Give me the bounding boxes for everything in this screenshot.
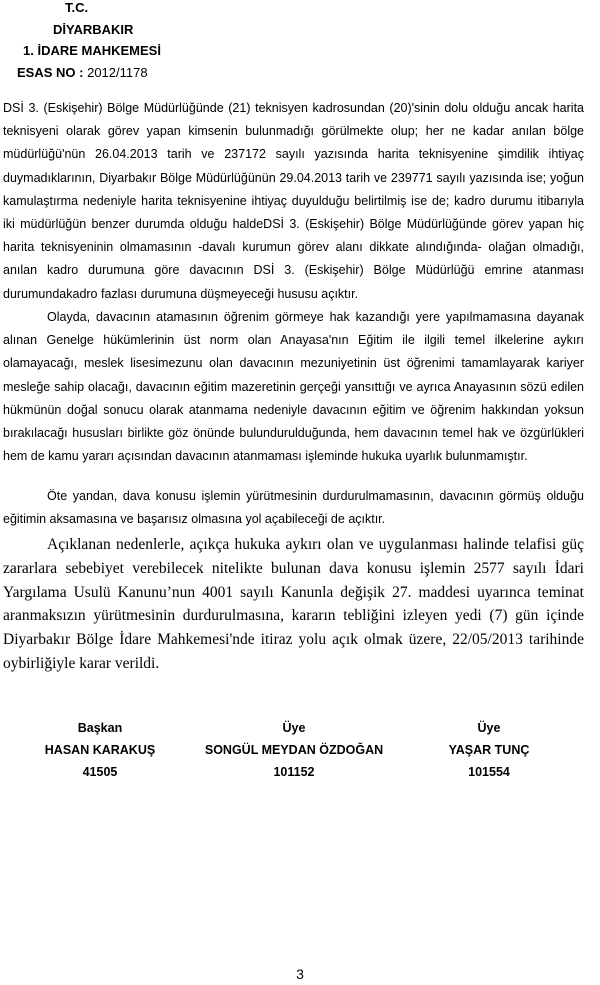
signature-number: 41505 xyxy=(82,765,118,779)
page-number: 3 xyxy=(296,966,304,982)
signature-name: YAŞAR TUNÇ xyxy=(448,743,530,757)
signature-block-member-2 xyxy=(434,717,544,783)
header-tc: T.C. xyxy=(65,0,89,15)
header-case-number xyxy=(17,65,148,80)
signature-name: SONGÜL MEYDAN ÖZDOĞAN xyxy=(204,743,384,757)
paragraph-3: Öte yandan, dava konusu işlemin yürütmesinin durdurulmamasının, davacının görmüş olduğu eğitimin aksamasına ve başarısız olmasına yol açabileceği de açıktır. xyxy=(3,489,584,527)
signature-role: Üye xyxy=(282,721,306,735)
header-court: 1. İDARE MAHKEMESİ xyxy=(23,43,161,58)
signature-role: Başkan xyxy=(77,721,123,735)
signature-number: 101554 xyxy=(468,765,510,779)
case-number-value: 2012/1178 xyxy=(87,65,148,80)
signature-block-president xyxy=(40,717,160,783)
signature-name: HASAN KARAKUŞ xyxy=(44,743,156,757)
signature-block-member-1 xyxy=(194,717,394,783)
signature-number: 101152 xyxy=(273,765,315,779)
paragraph-1: DSİ 3. (Eskişehir) Bölge Müdürlüğünde (21) teknisyen kadrosundan (20)'sinin dolu olduğu ancak harita teknisyeni olarak görev yapan kimsenin bulunmadığı görülmekte olup; her ne kadar anılan bölge müdürlüğü'nün 26.04.2013 tarih ve 237172 sayılı yazısında harita teknisyenine şimdilik ihtiyaç duymadıklarının, Diyarbakır Bölge Müdürlüğünün 29.04.2013 tarih ve 239771 sayılı yazısında ise; yoğun kamulaştırma nedeniyle harita teknisyenine ihtiyaç duyulduğu belirtilmiş ise de; kadro durumu itibarıyla iki müdürlüğün benzer durumda olduğu haldeDSİ 3. (Eskişehir) Bölge Müdürlüğünde görev yapan hiç harita teknisyeninin olmamasının -davalı kurumun görev alanı dikkate alındığında- olağan olmadığı, anılan kadro durumuna göre davacının DSİ 3. (Eskişehir) Bölge Müdürlüğü emrine atanması durumundakadro fazlası durumuna düşmeyeceği hususu açıktır. xyxy=(3,101,584,301)
paragraph-4: Açıklanan nedenlerle, açıkça hukuka aykırı olan ve uygulanması halinde telafisi güç zararlara sebebiyet verebilecek nitelikte bulunan dava konusu işlemin 2577 sayılı İdari Yargılama Usulü Kanunu’nun 4001 sayılı Kanunla değişik 27. maddesi uyarınca teminat aranmaksızın yürütmesinin durdurulmasına, kararın tebliğini izleyen yedi (7) gün içinde Diyarbakır Bölge İdare Mahkemesi'nde itiraz yolu açık olmak üzere, 22/05/2013 tarihinde oybirliğiyle karar verildi. xyxy=(3,536,584,672)
paragraph-2: Olayda, davacının atamasının öğrenim görmeye hak kazandığı yere yapılmamasına dayanak alınan Genelge hükümlerinin üst norm olan Anayasa'nın Eğitim ile ilgili temel ilkelerine aykırı olamayacağı, meslek lisesimezunu olan davacının mezuniyetinin üst öğrenimi tamamlayarak kariyer mesleğe sahip olacağı, davacının eğitim mazeretinin gerçeği yansıttığı ve ayrıca Anayasının sözü edilen hükmünün doğal sonucu olarak atanmama nedeniyle davacının eğitim ve öğrenim hakkından yoksun bırakılacağı hususları birlikte göz önünde bulundurulduğunda, hem davacının temel hak ve özgürlükleri hem de kamu yararı açısından davacının atanmaması işleminde hukuka uyarlık bulunmamıştır. xyxy=(3,310,584,464)
signature-role: Üye xyxy=(477,721,501,735)
case-number-label: ESAS NO : xyxy=(17,65,84,80)
header-city: DİYARBAKIR xyxy=(53,22,134,37)
